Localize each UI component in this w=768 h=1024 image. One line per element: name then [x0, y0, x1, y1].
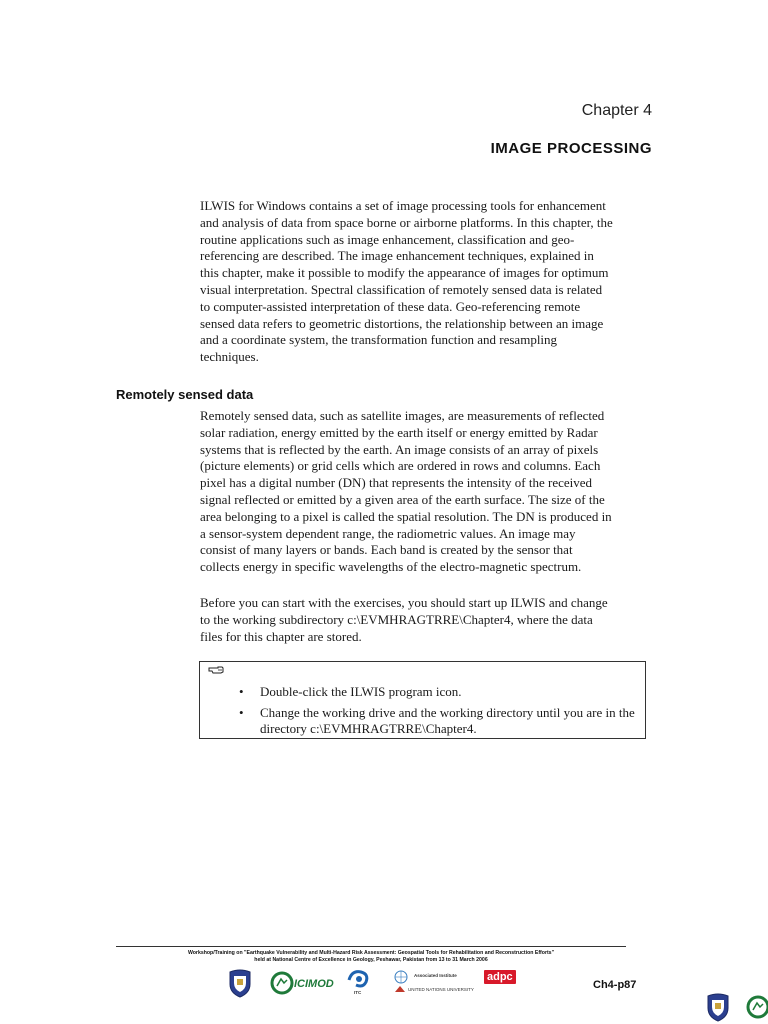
icimod-emblem-icon — [270, 970, 294, 996]
section-line: signal reflected or emitted by a given area of the earth surface. The size of the — [200, 491, 605, 507]
list-item — [236, 705, 636, 737]
setup-line: files for this chapter are stored. — [200, 628, 362, 644]
page-number: Ch4-p87 — [593, 979, 637, 991]
section-line: area belonging to a pixel is called the spatial resolution. The DN is produced in — [200, 508, 612, 524]
section-line: pixel has a digital number (DN) that represents the intensity of the received — [200, 475, 593, 491]
section-line: consist of many layers or bands. Each band is created by the sensor that — [200, 542, 573, 558]
footer-venue-line: held at National Centre of Excellence in Geology, Peshawar, Pakistan from 13 to 31 March 2006 — [254, 957, 488, 963]
unu-line-1: Associated Institute — [414, 973, 457, 978]
intro-line: sensed data refers to geometric distortions, the relationship between an image — [200, 315, 604, 331]
unu-line-2: UNITED NATIONS UNIVERSITY — [408, 987, 474, 992]
intro-line: this chapter, make it possible to modify the appearance of images for optimum — [200, 265, 609, 281]
footer-workshop-line: Workshop/Training on "Earthquake Vulnerability and Multi-Hazard Risk Assessment: Geospatial Tools for Rehabilitation and Reconstruction Efforts" — [187, 950, 555, 956]
bullet: • — [239, 705, 244, 720]
intro-line: techniques. — [200, 349, 259, 365]
chapter-title: IMAGE PROCESSING — [490, 140, 652, 157]
itc-logo — [346, 968, 376, 998]
intro-paragraph — [200, 198, 660, 366]
icimod-emblem-icon — [746, 994, 768, 1020]
exercise-list — [236, 684, 636, 742]
itc-swirl-icon — [346, 968, 372, 990]
crest-logo-icon — [228, 968, 252, 998]
icimod-wordmark: ICIMOD — [294, 978, 334, 990]
intro-line: routine applications such as image enhancement, classification and geo- — [200, 231, 575, 247]
section-line: a sensor-system dependent range, the radiometric values. An image may — [200, 525, 576, 541]
list-item-text: Change the working drive and the working directory until you are in the directory c:\EVMHRAGTRRE\Chapter4. — [260, 705, 635, 736]
setup-line: to the working subdirectory c:\EVMHRAGTRRE\Chapter4, where the data — [200, 611, 593, 627]
setup-paragraph — [200, 595, 660, 645]
intro-line: referencing are described. The image enhancement techniques, explained in — [200, 248, 594, 264]
unu-logo — [394, 970, 474, 992]
chapter-label: Chapter 4 — [581, 102, 652, 119]
itc-wordmark: ITC — [354, 990, 362, 995]
crest-logo-icon — [706, 992, 730, 1022]
list-item-text: Double-click the ILWIS program icon. — [260, 684, 462, 699]
bullet: • — [239, 684, 244, 699]
intro-line: and a coordinate system, the transformation function and resampling — [200, 332, 558, 348]
intro-line: visual interpretation. Spectral classification of remotely sensed data is related — [200, 281, 603, 297]
un-globe-icon — [394, 970, 408, 984]
section-line: collects energy in specific wavelengths of the electro-magnetic spectrum. — [200, 559, 582, 575]
section-line: (picture elements) or grid cells which are ordered in rows and columns. Each — [200, 458, 601, 474]
intro-line: to computer-assisted interpretation of these data. Geo-referencing remote — [200, 298, 581, 314]
intro-line: and analysis of data from space borne or airborne platforms. In this chapter, the — [200, 214, 613, 230]
section-line: solar radiation, energy emitted by the earth itself or energy emitted by Radar — [200, 424, 598, 440]
section-heading: Remotely sensed data — [116, 387, 254, 402]
exercise-box — [199, 661, 646, 739]
section-paragraph — [200, 408, 660, 576]
footer-rule — [116, 946, 626, 947]
pointing-hand-icon — [208, 665, 224, 679]
intro-line: ILWIS for Windows contains a set of image processing tools for enhancement — [200, 198, 606, 213]
list-item — [236, 684, 636, 700]
section-line: Remotely sensed data, such as satellite images, are measurements of reflected — [200, 408, 605, 423]
section-line: systems that is reflected by the earth. An image consists of an array of pixels — [200, 441, 599, 457]
unu-mark-icon — [394, 985, 406, 993]
icimod-logo — [270, 970, 340, 996]
setup-line: Before you can start with the exercises, you should start up ILWIS and change — [200, 595, 608, 610]
adpc-logo: adpc — [484, 970, 516, 984]
